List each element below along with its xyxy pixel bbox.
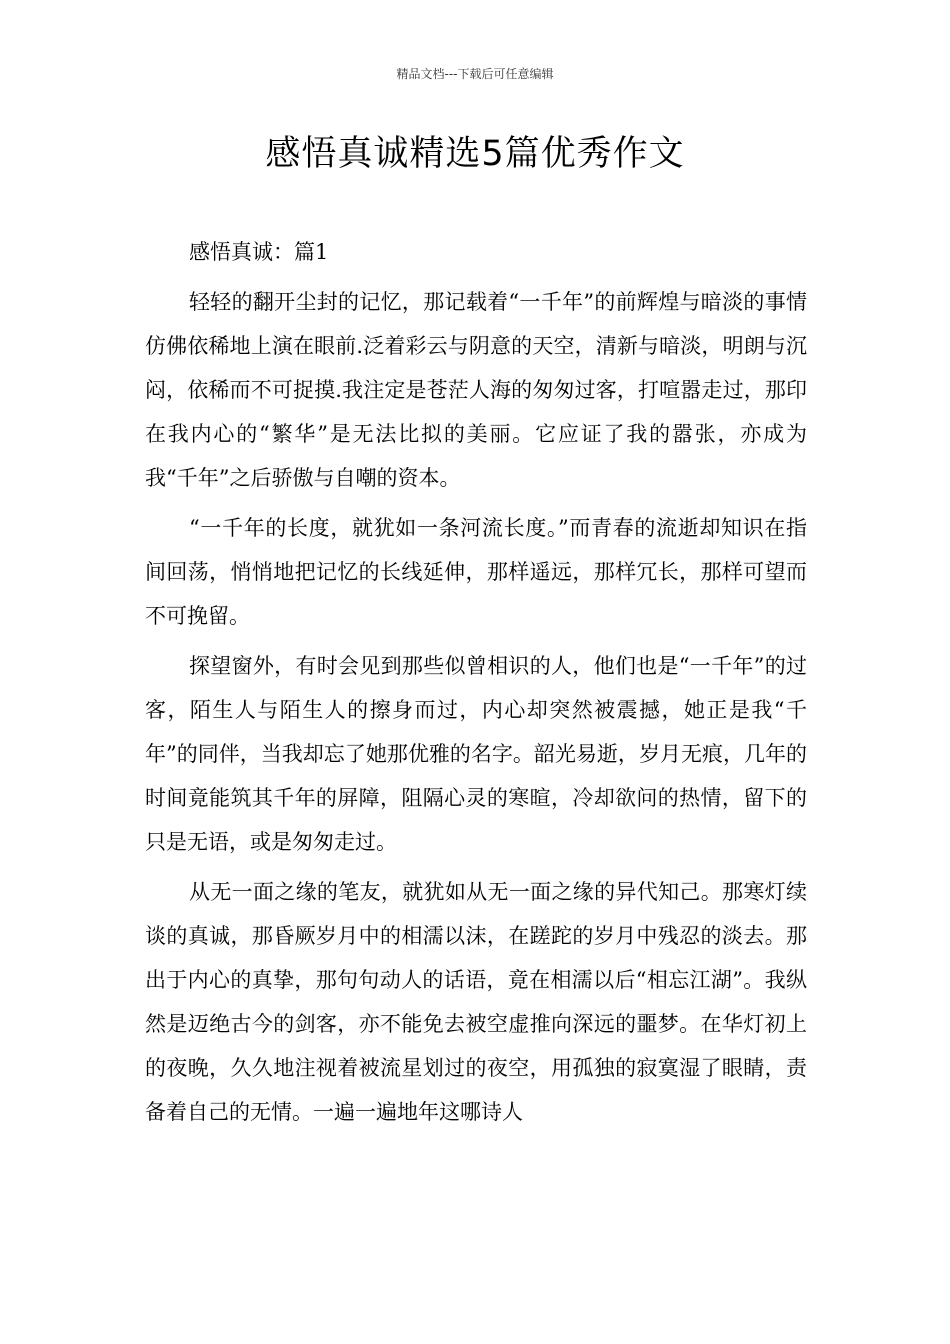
section-label: 感悟真诚：篇1 — [189, 240, 329, 264]
paragraph-2: “一千年的长度，就犹如一条河流长度。”而青春的流逝却知识在指间回荡，悄悄地把记忆的长线延伸，那样遥远，那样冗长，那样可望而不可挽留。 — [145, 516, 807, 628]
document-body — [145, 230, 807, 1134]
page-header-note: 精品文档---下载后可任意编辑 — [396, 67, 554, 81]
document-title: 感悟真诚精选5篇优秀作文 — [265, 134, 685, 174]
paragraph-1: 轻轻的翻开尘封的记忆，那记载着“一千年”的前辉煌与暗淡的事情仿佛依稀地上演在眼前.泛着彩云与阴意的天空，清新与暗淡，明朗与沉闷，依稀而不可捉摸.我注定是苍茫人海的匆匆过客，打喧嚣走过，那印在我内心的“繁华”是无法比拟的美丽。它应证了我的嚣张，亦成为我“千年”之后骄傲与自嘲的资本。 — [145, 290, 807, 490]
paragraph-4: 从无一面之缘的笔友，就犹如从无一面之缘的异代知己。那寒灯续谈的真诚，那昏厥岁月中的相濡以沫，在蹉跎的岁月中残忍的淡去。那出于内心的真挚，那句句动人的话语，竟在相濡以后“相忘江湖”。我纵然是迈绝古今的剑客，亦不能免去被空虚推向深远的噩梦。在华灯初上的夜晚，久久地注视着被流星划过的夜空，用孤独的寂寞湿了眼睛，责备着自己的无情。一遍一遍地年这哪诗人 — [145, 880, 807, 1124]
paragraph-3: 探望窗外，有时会见到那些似曾相识的人，他们也是“一千年”的过客，陌生人与陌生人的擦身而过，内心却突然被震撼，她正是我“千年”的同伴，当我却忘了她那优雅的名字。韶光易逝，岁月无痕，几年的时间竟能筑其千年的屏障，阻隔心灵的寒暄，冷却欲问的热情，留下的只是无语，或是匆匆走过。 — [145, 654, 807, 854]
